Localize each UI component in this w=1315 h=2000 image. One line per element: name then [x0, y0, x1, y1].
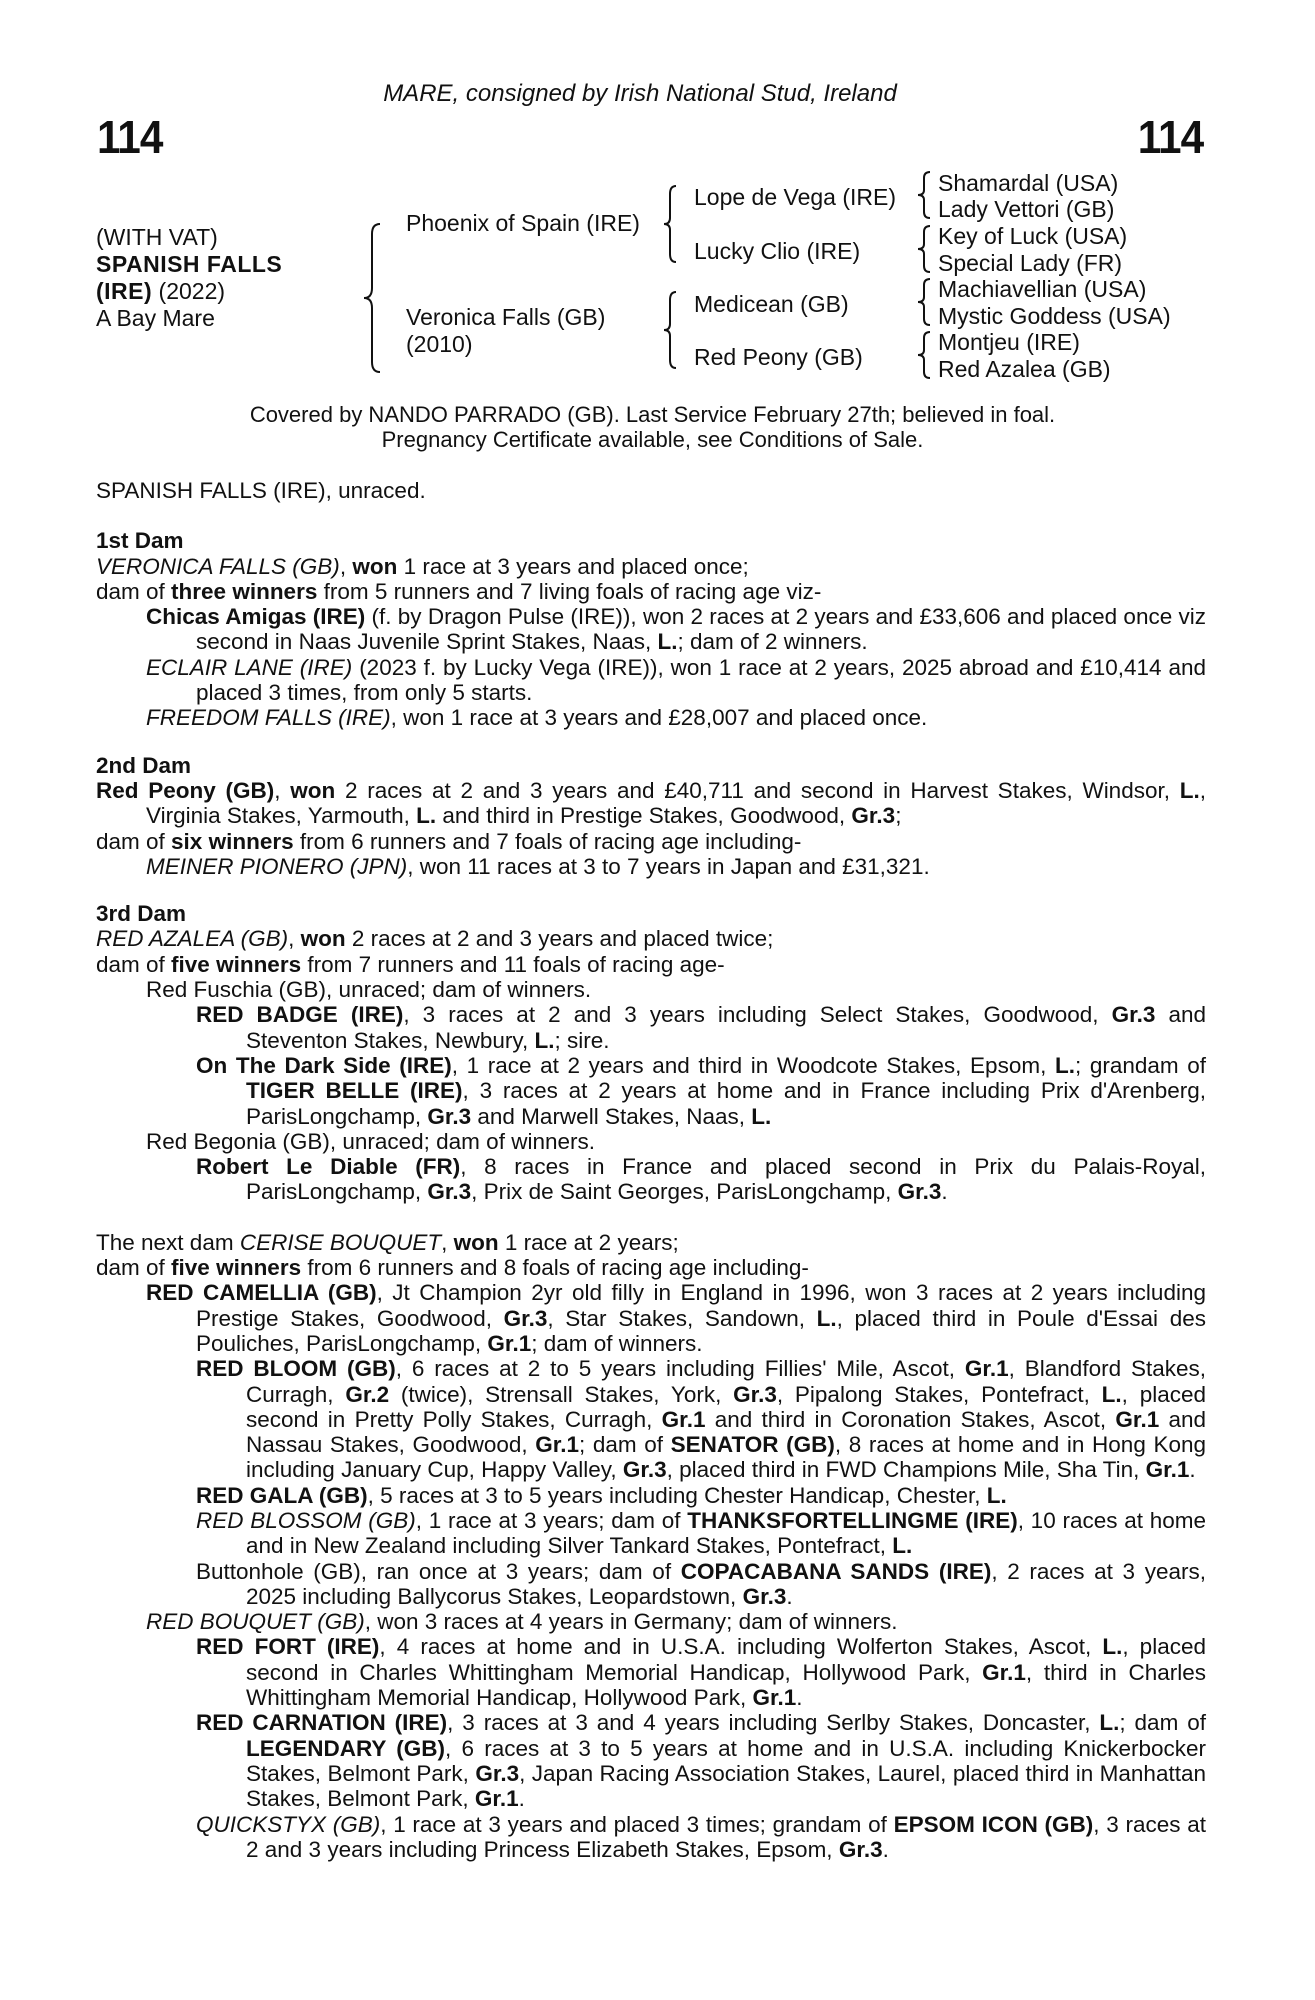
- text-run: ; dam of winners.: [531, 1330, 703, 1356]
- text-run: , 3 races at 2 and 3 years including Select Stakes, Goodwood,: [403, 1002, 1112, 1028]
- text-run: from 7 runners and 11 foals of racing age-: [301, 951, 725, 977]
- text-run: , Blandford Stakes, Curragh,: [246, 1356, 1206, 1407]
- bold-run: Gr.3: [427, 1179, 472, 1205]
- bold-run: Gr.1: [982, 1659, 1026, 1685]
- bold-run: L.: [816, 1305, 837, 1331]
- text-run: 2 races at 2 and 3 years and £40,711 and second in Harvest Stakes, Windsor,: [335, 777, 1180, 803]
- text-run: , 10 races at home and in New Zealand including Silver Tankard Stakes, Pontefract,: [246, 1507, 1206, 1559]
- bold-run: Gr.3: [622, 1457, 667, 1483]
- pedigree-brace-g3-1: [916, 170, 932, 220]
- bold-run: won: [290, 777, 336, 803]
- text-run: .: [796, 1685, 803, 1711]
- section-heading: [96, 528, 1206, 553]
- bold-run: Gr.2: [345, 1381, 390, 1407]
- section-heading: [96, 753, 1206, 778]
- bold-run: Robert Le Diable (FR): [196, 1154, 461, 1180]
- pedigree-g3-ancestor: Machiavellian (USA): [938, 276, 1147, 302]
- bold-run: LEGENDARY (GB): [246, 1735, 445, 1761]
- text-run: from 6 runners and 7 foals of racing age including-: [293, 828, 802, 854]
- text-run: ,: [441, 1229, 454, 1255]
- text-run: , 4 races at home and in U.S.A. including Wolferton Stakes, Ascot,: [379, 1634, 1103, 1660]
- text-run: , placed third in FWD Champions Mile, Sha Tin,: [666, 1457, 1146, 1483]
- text-run: , 5 races at 3 to 5 years including Chester Handicap, Chester,: [367, 1482, 987, 1508]
- italic-run: VERONICA FALLS (GB): [96, 553, 340, 579]
- record-paragraph: [96, 478, 1206, 503]
- record-paragraph: [96, 926, 1206, 951]
- bold-run: L.: [1102, 1634, 1123, 1660]
- bold-run: Gr.3: [733, 1381, 777, 1407]
- pedigree-g3-ancestor: Montjeu (IRE): [938, 329, 1080, 355]
- text-run: .: [518, 1786, 525, 1812]
- text-run: Red Fuschia (GB), unraced; dam of winners.: [146, 977, 592, 1003]
- text-run: dam of: [96, 951, 172, 977]
- bold-run: SENATOR (GB): [670, 1432, 835, 1458]
- spacer: [96, 1205, 1206, 1230]
- bold-run: Gr.1: [487, 1330, 532, 1356]
- text-run: , Jt Champion 2yr old filly in England in 1996, won 3 races at 2 years including Prestige Stakes, Goodwood,: [196, 1280, 1206, 1331]
- text-run: Red Begonia (GB), unraced; dam of winners.: [146, 1128, 595, 1154]
- pedigree-g3-ancestor: Shamardal (USA): [938, 170, 1119, 196]
- text-run: , 6 races at 2 to 5 years including Fillies' Mile, Ascot,: [395, 1356, 965, 1382]
- record-paragraph: [96, 1154, 1206, 1205]
- text-run: , 8 races at home and in Hong Kong including January Cup, Happy Valley,: [246, 1432, 1206, 1483]
- record-paragraph: [96, 1710, 1206, 1811]
- vat-label: (WITH VAT): [96, 224, 218, 250]
- italic-run: RED BLOSSOM (GB): [196, 1507, 416, 1533]
- bold-run: RED FORT (IRE): [196, 1634, 380, 1660]
- bold-run: L.: [1179, 777, 1200, 803]
- bold-run: L.: [892, 1533, 913, 1559]
- bold-run: Gr.3: [1111, 1002, 1156, 1028]
- text-run: Buttonhole (GB), ran once at 3 years; dam of: [196, 1558, 681, 1584]
- text-run: , 6 races at 3 to 5 years at home and in U.S.A. including Knickerbocker Stakes, Belmont Park,: [246, 1735, 1206, 1786]
- pedigree-dam-year: (2010): [406, 331, 473, 357]
- record-paragraph: [96, 579, 1206, 604]
- pedigree-brace-sire: [662, 184, 678, 264]
- bold-run: Gr.1: [474, 1786, 519, 1812]
- lot-number-left: 114: [97, 111, 163, 163]
- text-run: , third in Charles Whittingham Memorial Handicap, Hollywood Park,: [246, 1659, 1206, 1711]
- text-run: dam of: [96, 828, 172, 854]
- text-run: .: [786, 1583, 793, 1609]
- covering-note: [0, 402, 1305, 452]
- record-paragraph: [96, 1508, 1206, 1559]
- covering-line-1: Covered by NANDO PARRADO (GB). Last Service February 27th; believed in foal.: [249, 402, 1056, 427]
- horse-year: (2022): [152, 278, 226, 304]
- pedigree-dam-dam: Red Peony (GB): [694, 344, 863, 370]
- record-paragraph: [96, 778, 1206, 829]
- bold-run: five winners: [171, 951, 302, 977]
- bold-run: Gr.3: [851, 803, 896, 829]
- text-run: and third in Coronation Stakes, Ascot,: [705, 1406, 1116, 1432]
- text-run: from 6 runners and 8 foals of racing age including-: [301, 1255, 809, 1281]
- bold-run: L.: [1054, 1052, 1075, 1078]
- pedigree-g3-ancestor: Mystic Goddess (USA): [938, 303, 1171, 329]
- text-run: , 8 races in France and placed second in Prix du Palais-Royal, ParisLongchamp,: [246, 1154, 1206, 1205]
- bold-run: L.: [416, 803, 437, 829]
- bold-run: RED BLOOM (GB): [196, 1356, 396, 1382]
- text-run: , won 3 races at 4 years in Germany; dam of winners.: [364, 1609, 898, 1635]
- text-run: 1 race at 3 years and placed once;: [397, 553, 749, 579]
- bold-run: L.: [1099, 1710, 1120, 1736]
- pedigree-brace-g3-3: [916, 277, 932, 327]
- bold-run: EPSOM ICON (GB): [893, 1811, 1094, 1837]
- bold-run: Gr.3: [503, 1305, 548, 1331]
- text-run: , 1 race at 3 years; dam of: [415, 1507, 688, 1533]
- text-run: .: [882, 1836, 889, 1862]
- bold-run: Chicas Amigas (IRE): [146, 604, 366, 630]
- text-run: and Nassau Stakes, Goodwood,: [246, 1406, 1206, 1458]
- bold-run: Red Peony (GB): [96, 777, 275, 803]
- bold-run: Gr.3: [838, 1836, 883, 1862]
- text-run: The next dam: [96, 1229, 240, 1255]
- bold-run: Gr.1: [535, 1432, 580, 1458]
- pedigree-brace-dam: [662, 290, 678, 370]
- text-run: , 1 race at 3 years and placed 3 times; grandam of: [380, 1811, 894, 1837]
- text-run: 2 races at 2 and 3 years and placed twice;: [345, 926, 774, 952]
- record-paragraph: [96, 705, 1206, 730]
- bold-run: Gr.3: [897, 1179, 942, 1205]
- text-run: ; dam of: [1119, 1710, 1206, 1736]
- horse-country: (IRE): [96, 278, 153, 304]
- pedigree-brace-g3-4: [916, 330, 932, 380]
- text-run: ; sire.: [554, 1027, 610, 1053]
- section-heading: [96, 901, 1206, 926]
- bold-run: RED BADGE (IRE): [196, 1002, 404, 1028]
- horse-identity: [96, 224, 282, 332]
- spacer: [96, 503, 1206, 528]
- bold-run: Gr.1: [661, 1406, 706, 1432]
- text-run: ; dam of 2 winners.: [677, 629, 868, 655]
- record-paragraph: [96, 1609, 1206, 1634]
- text-run: , 3 races at 3 and 4 years including Serlby Stakes, Doncaster,: [447, 1710, 1100, 1736]
- pedigree-dam: Veronica Falls (GB): [406, 304, 606, 330]
- record-paragraph: [96, 1230, 1206, 1255]
- text-run: from 5 runners and 7 living foals of racing age viz-: [317, 578, 822, 604]
- text-run: SPANISH FALLS (IRE), unraced.: [96, 478, 426, 503]
- record-paragraph: [96, 1053, 1206, 1129]
- bold-run: L.: [1101, 1381, 1122, 1407]
- record-paragraph: [96, 1129, 1206, 1154]
- text-run: dam of: [96, 1255, 172, 1281]
- bold-run: five winners: [171, 1255, 302, 1281]
- bold-run: Gr.3: [742, 1583, 787, 1609]
- text-run: (2023 f. by Lucky Vega (IRE)), won 1 race at 2 years, 2025 abroad and £10,414 and placed 3 times, from only 5 starts.: [196, 654, 1206, 706]
- pedigree-sire: Phoenix of Spain (IRE): [406, 210, 640, 236]
- record-paragraph: [96, 1812, 1206, 1863]
- pedigree-brace-g3-2: [916, 224, 932, 274]
- text-run: , won 11 races at 3 to 7 years in Japan and £31,321.: [407, 853, 930, 879]
- bold-run: L.: [986, 1482, 1007, 1508]
- text-run: , placed second in Charles Whittingham Memorial Handicap, Hollywood Park,: [246, 1634, 1206, 1685]
- text-run: , 2 races at 3 years, 2025 including Ballycorus Stakes, Leopardstown,: [246, 1558, 1206, 1609]
- pedigree-g3-ancestor: Key of Luck (USA): [938, 223, 1128, 249]
- text-run: , placed third in Poule d'Essai des Pouliches, ParisLongchamp,: [196, 1305, 1206, 1356]
- text-run: ; grandam of: [1074, 1052, 1206, 1078]
- italic-run: QUICKSTYX (GB): [196, 1811, 381, 1837]
- text-run: , 3 races at 2 years at home and in France including Prix d'Arenberg, ParisLongchamp,: [246, 1078, 1206, 1129]
- text-run: and third in Prestige Stakes, Goodwood,: [436, 803, 852, 829]
- pedigree-dam-sire: Medicean (GB): [694, 291, 849, 317]
- record-paragraph: [96, 655, 1206, 706]
- italic-run: CERISE BOUQUET: [239, 1229, 442, 1255]
- pedigree-sire-sire: Lope de Vega (IRE): [694, 184, 897, 210]
- record-paragraph: [96, 1255, 1206, 1280]
- text-run: , 3 races at 2 and 3 years including Princess Elizabeth Stakes, Epsom,: [246, 1811, 1206, 1862]
- bold-run: 1st Dam: [96, 528, 184, 554]
- bold-run: won: [453, 1229, 499, 1255]
- record-paragraph: [96, 829, 1206, 854]
- italic-run: RED BOUQUET (GB): [146, 1609, 365, 1635]
- pedigree-g3-ancestor: Red Azalea (GB): [938, 356, 1111, 382]
- text-run: and Steventon Stakes, Newbury,: [246, 1002, 1206, 1053]
- italic-run: FREEDOM FALLS (IRE): [146, 705, 391, 731]
- text-run: , 1 race at 2 years and third in Woodcote Stakes, Epsom,: [451, 1052, 1055, 1078]
- covering-line-2: Pregnancy Certificate available, see Conditions of Sale.: [381, 427, 924, 452]
- text-run: and Marwell Stakes, Naas,: [471, 1103, 752, 1129]
- bold-run: three winners: [171, 578, 318, 604]
- text-run: ,: [288, 926, 301, 952]
- bold-run: RED CAMELLIA (GB): [146, 1280, 377, 1306]
- record-paragraph: [96, 952, 1206, 977]
- bold-run: Gr.1: [964, 1356, 1009, 1382]
- record-paragraph: [96, 1002, 1206, 1053]
- bold-run: COPACABANA SANDS (IRE): [680, 1558, 992, 1584]
- bold-run: THANKSFORTELLINGME (IRE): [687, 1507, 1018, 1533]
- text-run: .: [941, 1179, 948, 1205]
- italic-run: RED AZALEA (GB): [96, 926, 289, 952]
- pedigree-sire-dam: Lucky Clio (IRE): [694, 238, 861, 264]
- text-run: , Virginia Stakes, Yarmouth,: [146, 777, 1206, 829]
- lot-number-right: 114: [1137, 111, 1203, 163]
- bold-run: Gr.1: [1115, 1406, 1160, 1432]
- bold-run: Gr.3: [475, 1760, 520, 1786]
- bold-run: On The Dark Side (IRE): [196, 1052, 452, 1078]
- consignor-line: MARE, consigned by Irish National Stud, Ireland: [383, 80, 897, 107]
- text-run: (twice), Strensall Stakes, York,: [389, 1381, 734, 1407]
- text-run: , Japan Racing Association Stakes, Laurel, placed third in Manhattan Stakes, Belmont Park,: [246, 1760, 1206, 1812]
- bold-run: won: [300, 926, 346, 952]
- text-run: .: [1189, 1457, 1196, 1483]
- bold-run: 2nd Dam: [96, 752, 192, 778]
- bold-run: six winners: [171, 828, 294, 854]
- bold-run: L.: [534, 1027, 555, 1053]
- record-paragraph: [96, 1634, 1206, 1710]
- text-run: (f. by Dragon Pulse (IRE)), won 2 races at 2 years and £33,606 and placed once viz second in Naas Juvenile Sprint Stakes, Naas,: [196, 604, 1206, 655]
- bold-run: RED GALA (GB): [196, 1482, 368, 1508]
- bold-run: 3rd Dam: [96, 901, 187, 927]
- record-paragraph: [96, 854, 1206, 879]
- horse-origin-year: [96, 278, 282, 305]
- text-run: , placed second in Pretty Polly Stakes, Curragh,: [246, 1381, 1207, 1432]
- horse-description: A Bay Mare: [96, 305, 215, 331]
- text-run: ,: [274, 777, 291, 803]
- text-run: , Prix de Saint Georges, ParisLongchamp,: [471, 1179, 898, 1205]
- bold-run: L.: [657, 629, 678, 655]
- text-run: ,: [339, 553, 353, 579]
- record-paragraph: [96, 554, 1206, 579]
- italic-run: MEINER PIONERO (JPN): [146, 853, 408, 879]
- pedigree-g3-ancestor: Special Lady (FR): [938, 250, 1123, 276]
- bold-run: won: [352, 553, 398, 579]
- pedigree-g3-ancestor: Lady Vettori (GB): [938, 196, 1115, 222]
- text-run: ; dam of: [579, 1432, 671, 1458]
- text-run: , Pipalong Stakes, Pontefract,: [776, 1381, 1102, 1407]
- horse-name: SPANISH FALLS: [96, 251, 283, 277]
- bold-run: Gr.1: [752, 1685, 797, 1711]
- bold-run: TIGER BELLE (IRE): [246, 1078, 463, 1104]
- bold-run: RED CARNATION (IRE): [196, 1710, 448, 1736]
- record-paragraph: [96, 604, 1206, 655]
- text-run: , Star Stakes, Sandown,: [547, 1305, 817, 1331]
- record-paragraph: [96, 1483, 1206, 1508]
- record-paragraph: [96, 1559, 1206, 1610]
- produce-record: [96, 478, 1206, 1862]
- text-run: ;: [895, 803, 902, 829]
- text-run: 1 race at 2 years;: [498, 1229, 679, 1255]
- bold-run: Gr.3: [427, 1103, 472, 1129]
- record-paragraph: [96, 1356, 1206, 1482]
- bold-run: L.: [751, 1103, 772, 1129]
- text-run: , won 1 race at 3 years and £28,007 and placed once.: [390, 705, 928, 731]
- record-paragraph: [96, 977, 1206, 1002]
- italic-run: ECLAIR LANE (IRE): [146, 654, 353, 680]
- text-run: dam of: [96, 578, 172, 604]
- pedigree-brace-main: [362, 222, 384, 374]
- bold-run: Gr.1: [1145, 1457, 1190, 1483]
- record-paragraph: [96, 1280, 1206, 1356]
